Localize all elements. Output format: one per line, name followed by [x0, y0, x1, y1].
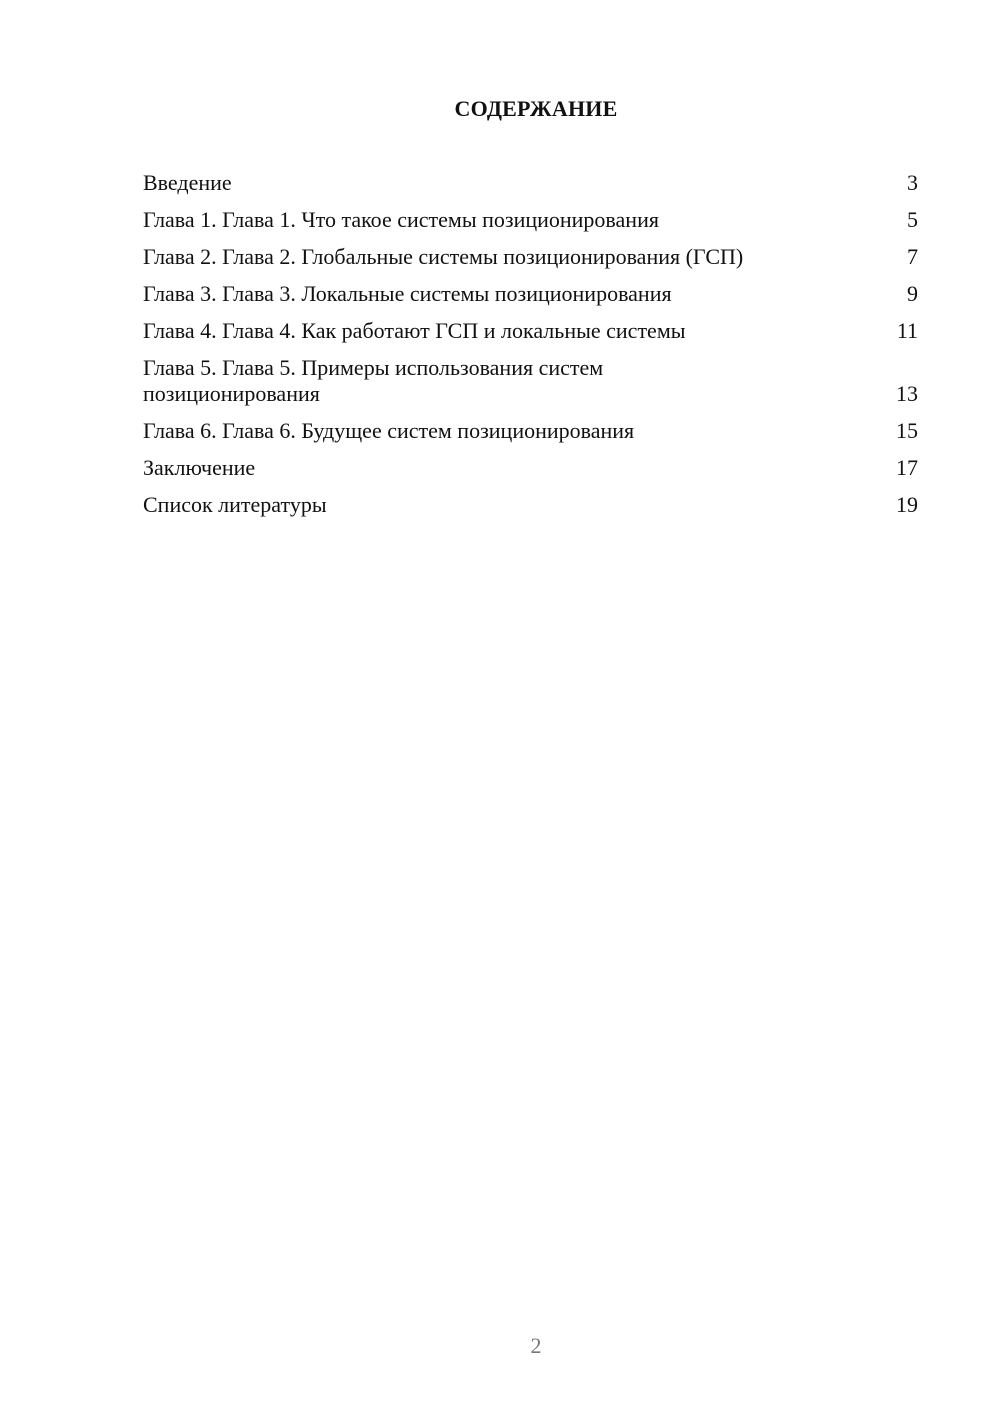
toc-entry-chapter-1[interactable] [143, 207, 918, 233]
toc-entry-page: 11 [896, 318, 918, 343]
toc-entry-page: 17 [896, 455, 918, 480]
toc-entry-label: Заключение [143, 455, 256, 480]
toc-entry-page: 5 [907, 207, 918, 232]
toc-entry-label: Введение [143, 170, 232, 195]
toc-entry-label: Глава 2. Глава 2. Глобальные системы позиционирования (ГСП) [143, 244, 744, 269]
toc-entry-page: 13 [896, 381, 918, 406]
toc-entry-chapter-2[interactable] [143, 244, 918, 270]
toc-entry-chapter-5[interactable] [143, 355, 918, 407]
table-of-contents [143, 170, 918, 529]
toc-entry-chapter-6[interactable] [143, 418, 918, 444]
toc-entry-chapter-3[interactable] [143, 281, 918, 307]
toc-entry-label: Глава 1. Глава 1. Что такое системы позиционирования [143, 207, 659, 232]
toc-entry-page: 9 [907, 281, 918, 306]
toc-entry-label: Глава 3. Глава 3. Локальные системы позиционирования [143, 281, 672, 306]
toc-entry-label: Список литературы [143, 492, 327, 517]
page-number: 2 [530, 1333, 542, 1358]
toc-entry-page: 7 [907, 244, 918, 269]
page-title: СОДЕРЖАНИЕ [454, 96, 618, 121]
toc-entry-page: 3 [907, 170, 918, 195]
toc-entry-label: Глава 4. Глава 4. Как работают ГСП и локальные системы [143, 318, 686, 343]
toc-entry-introduction[interactable] [143, 170, 918, 196]
toc-entry-chapter-4[interactable] [143, 318, 918, 344]
toc-entry-label: Глава 6. Глава 6. Будущее систем позиционирования [143, 418, 635, 443]
toc-entry-label: Глава 5. Глава 5. Примеры использования систем позиционирования [143, 355, 604, 406]
toc-entry-page: 19 [896, 492, 918, 517]
toc-entry-page: 15 [896, 418, 918, 443]
toc-entry-references[interactable] [143, 492, 918, 518]
toc-entry-conclusion[interactable] [143, 455, 918, 481]
